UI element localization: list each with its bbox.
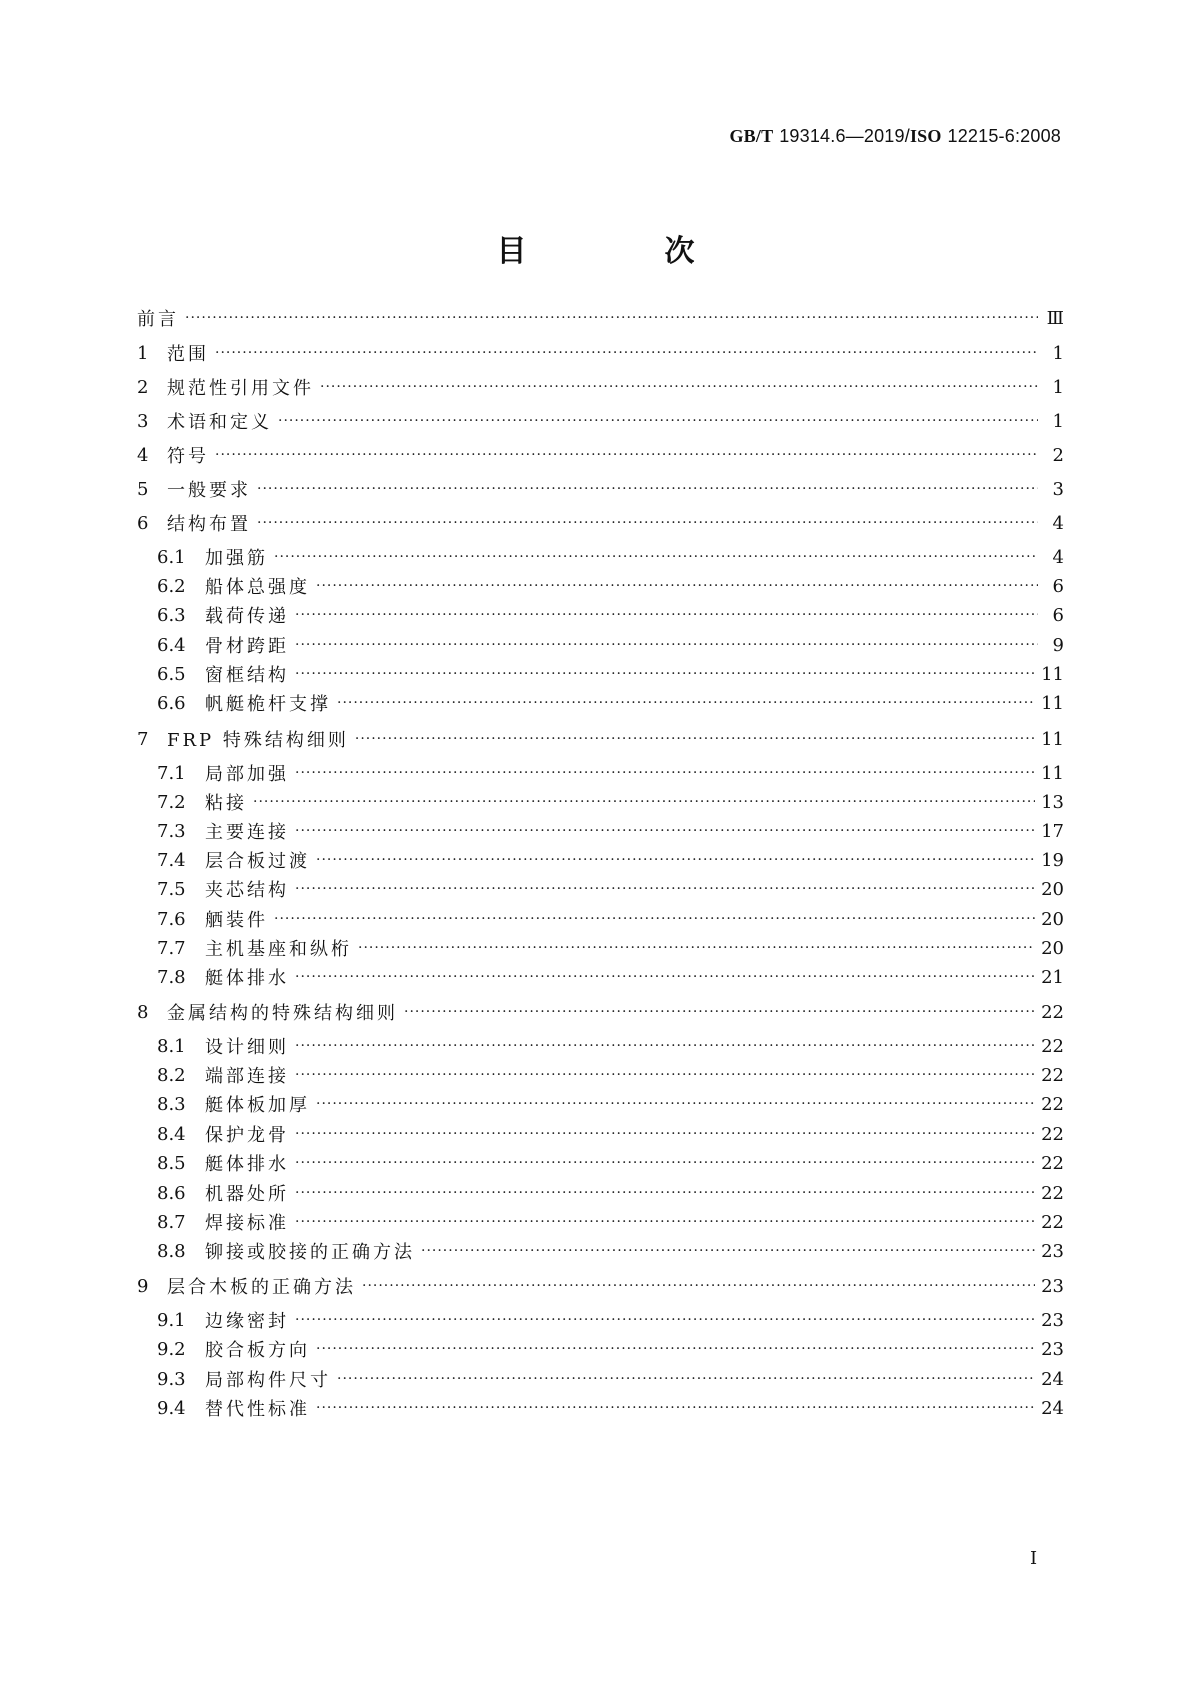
toc-entry-page: 2 (1052, 444, 1064, 466)
toc-entry[interactable] (157, 935, 1064, 961)
toc-leader-dots (295, 876, 1035, 902)
toc-entry-number: 7.5 (157, 878, 186, 900)
toc-entry[interactable] (157, 847, 1064, 873)
toc-leader-dots (295, 1307, 1035, 1333)
iso-number: 12215-6:2008 (947, 126, 1061, 146)
toc-entry-page: 22 (1041, 1182, 1064, 1204)
toc-entry[interactable] (157, 1395, 1064, 1421)
toc-entry-label: 替代性标准 (205, 1399, 310, 1420)
toc-leader-dots (278, 408, 1038, 434)
toc-entry-page: 1 (1052, 376, 1064, 398)
toc-leader-dots (295, 1062, 1035, 1088)
toc-entry-label: 帆艇桅杆支撑 (205, 694, 331, 715)
toc-entry-label: 加强筋 (205, 548, 268, 569)
toc-entry-label: 层合木板的正确方法 (167, 1277, 356, 1298)
toc-entry-page: 4 (1052, 512, 1064, 534)
toc-entry-page: 9 (1052, 634, 1064, 656)
toc-entry[interactable] (157, 602, 1064, 628)
toc-entry-page: 23 (1041, 1309, 1064, 1331)
toc-leader-dots (358, 935, 1035, 961)
toc-entry-label: FRP 特殊结构细则 (167, 730, 349, 751)
toc-entry-page: 22 (1041, 1035, 1064, 1057)
toc-entry-page: 22 (1041, 1001, 1064, 1023)
toc-entry-number: 6 (137, 512, 149, 534)
toc-entry-number: 7.1 (157, 762, 186, 784)
toc-entry-label: 符号 (167, 446, 209, 467)
toc-entry-label: 舾装件 (205, 910, 268, 931)
toc-leader-dots (257, 510, 1038, 536)
toc-entry-label: 金属结构的特殊结构细则 (167, 1003, 398, 1024)
toc-entry-label: 前言 (137, 309, 179, 330)
toc-entry-number: 6.2 (157, 575, 186, 597)
toc-entry[interactable] (157, 573, 1064, 599)
toc-leader-dots (295, 1033, 1035, 1059)
toc-entry-page: 24 (1041, 1397, 1064, 1419)
gb-prefix: GB/T (729, 126, 774, 146)
toc-entry[interactable] (137, 442, 1064, 468)
toc-entry[interactable] (157, 1238, 1064, 1264)
toc-entry-number: 9.2 (157, 1338, 186, 1360)
toc-leader-dots (355, 726, 1035, 752)
toc-entry[interactable] (157, 1209, 1064, 1235)
toc-entry[interactable] (137, 340, 1064, 366)
iso-prefix: ISO (909, 126, 942, 146)
gb-number: 19314.6—2019/ (779, 126, 910, 146)
toc-leader-dots (404, 999, 1035, 1025)
toc-entry-number: 3 (137, 410, 149, 432)
toc-entry-number: 7.4 (157, 849, 186, 871)
toc-entry[interactable] (157, 1150, 1064, 1176)
toc-entry-label: 设计细则 (205, 1037, 289, 1058)
toc-leader-dots (295, 1209, 1035, 1235)
toc-entry-number: 9.4 (157, 1397, 186, 1419)
toc-entry[interactable] (157, 1033, 1064, 1059)
toc-entry-label: 窗框结构 (205, 665, 289, 686)
toc-entry-page: 11 (1041, 728, 1064, 750)
toc-entry[interactable] (157, 1366, 1064, 1392)
toc-entry-label: 保护龙骨 (205, 1125, 289, 1146)
toc-entry[interactable] (137, 305, 1064, 331)
toc-leader-dots (316, 1336, 1035, 1362)
toc-entry-label: 主机基座和纵桁 (205, 939, 352, 960)
toc-entry-label: 艇体板加厚 (205, 1095, 310, 1116)
toc-entry-number: 7.8 (157, 966, 186, 988)
toc-leader-dots (257, 476, 1038, 502)
toc-entry-label: 层合板过渡 (205, 851, 310, 872)
page-number: I (1030, 1548, 1038, 1569)
toc-leader-dots (215, 442, 1038, 468)
toc-entry-page: 6 (1052, 575, 1064, 597)
toc-entry[interactable] (157, 760, 1064, 786)
toc-entry-label: 范围 (167, 344, 209, 365)
toc-entry-label: 机器处所 (205, 1184, 289, 1205)
toc-entry-number: 7 (137, 728, 149, 750)
toc-entry-page: 1 (1052, 342, 1064, 364)
toc-entry-page: 13 (1041, 791, 1064, 813)
toc-entry-page: 23 (1041, 1240, 1064, 1262)
toc-leader-dots (215, 340, 1038, 366)
toc-entry-number: 8.8 (157, 1240, 186, 1262)
toc-entry-page: 3 (1052, 478, 1064, 500)
toc-leader-dots (274, 544, 1038, 570)
toc-entry[interactable] (157, 1062, 1064, 1088)
toc-entry-number: 7.6 (157, 908, 186, 930)
toc-entry-page: 6 (1052, 604, 1064, 626)
toc-entry[interactable] (157, 964, 1064, 990)
toc-entry-label: 局部加强 (205, 764, 289, 785)
toc-entry-number: 2 (137, 376, 149, 398)
toc-entry-page: 4 (1052, 546, 1064, 568)
toc-entry-number: 8.1 (157, 1035, 186, 1057)
toc-leader-dots (295, 602, 1038, 628)
toc-entry-page: 22 (1041, 1211, 1064, 1233)
toc-entry-page: 1 (1052, 410, 1064, 432)
toc-entry[interactable] (157, 1336, 1064, 1362)
toc-entry-page: 22 (1041, 1152, 1064, 1174)
toc-entry-label: 铆接或胶接的正确方法 (205, 1242, 415, 1263)
toc-entry-page: 23 (1041, 1275, 1064, 1297)
toc-entry-number: 6.5 (157, 663, 186, 685)
toc-leader-dots (295, 1121, 1035, 1147)
toc-entry-page: 20 (1041, 937, 1064, 959)
toc-entry-label: 边缘密封 (205, 1311, 289, 1332)
toc-leader-dots (295, 1180, 1035, 1206)
toc-entry-number: 1 (137, 342, 149, 364)
toc-leader-dots (295, 1150, 1035, 1176)
toc-entry-page: 22 (1041, 1064, 1064, 1086)
toc-entry-label: 焊接标准 (205, 1213, 289, 1234)
toc-entry-number: 8.3 (157, 1093, 186, 1115)
toc-entry[interactable] (137, 374, 1064, 400)
toc-entry-page: 11 (1041, 663, 1064, 685)
toc-entry-number: 6.6 (157, 692, 186, 714)
toc-entry-label: 夹芯结构 (205, 880, 289, 901)
toc-entry[interactable] (137, 726, 1064, 752)
toc-entry[interactable] (157, 818, 1064, 844)
toc-entry-label: 骨材跨距 (205, 636, 289, 657)
toc-entry[interactable] (157, 544, 1064, 570)
toc-entry-number: 8.7 (157, 1211, 186, 1233)
toc-entry-number: 7.2 (157, 791, 186, 813)
toc-entry-number: 8.5 (157, 1152, 186, 1174)
toc-entry-page: 22 (1041, 1123, 1064, 1145)
toc-entry[interactable] (157, 1121, 1064, 1147)
toc-entry[interactable] (137, 408, 1064, 434)
toc-leader-dots (320, 374, 1038, 400)
toc-leader-dots (253, 789, 1035, 815)
toc-entry-label: 术语和定义 (167, 412, 272, 433)
toc-entry-page: 22 (1041, 1093, 1064, 1115)
toc-entry-number: 8.6 (157, 1182, 186, 1204)
toc-entry-number: 6.1 (157, 546, 186, 568)
toc-entry-page: 11 (1041, 762, 1064, 784)
toc-entry[interactable] (157, 661, 1064, 687)
toc-leader-dots (316, 573, 1038, 599)
toc-entry-number: 6.3 (157, 604, 186, 626)
toc-entry[interactable] (137, 999, 1064, 1025)
toc-leader-dots (295, 760, 1035, 786)
toc-entry[interactable] (157, 1307, 1064, 1333)
toc-entry[interactable] (157, 1180, 1064, 1206)
toc-entry[interactable] (137, 1273, 1064, 1299)
toc-leader-dots (295, 964, 1035, 990)
toc-entry-number: 8.2 (157, 1064, 186, 1086)
toc-leader-dots (295, 818, 1035, 844)
toc-entry-label: 艇体排水 (205, 968, 289, 989)
toc-leader-dots (337, 690, 1035, 716)
toc-entry-label: 规范性引用文件 (167, 378, 314, 399)
toc-entry-number: 6.4 (157, 634, 186, 656)
toc-leader-dots (362, 1273, 1035, 1299)
toc-entry[interactable] (157, 789, 1064, 815)
toc-entry[interactable] (157, 690, 1064, 716)
toc-entry-label: 船体总强度 (205, 577, 310, 598)
toc-entry[interactable] (157, 876, 1064, 902)
toc-entry-label: 端部连接 (205, 1066, 289, 1087)
toc-entry-label: 载荷传递 (205, 606, 289, 627)
toc-entry-label: 粘接 (205, 793, 247, 814)
toc-entry-page: 23 (1041, 1338, 1064, 1360)
toc-entry-page: 21 (1041, 966, 1064, 988)
toc-entry-number: 9 (137, 1275, 149, 1297)
toc-entry-page: 20 (1041, 878, 1064, 900)
toc-entry-number: 5 (137, 478, 149, 500)
toc-entry-number: 8 (137, 1001, 149, 1023)
toc-leader-dots (421, 1238, 1035, 1264)
toc-entry-page: 20 (1041, 908, 1064, 930)
toc-entry[interactable] (157, 1091, 1064, 1117)
toc-entry-label: 结构布置 (167, 514, 251, 535)
toc-entry-page: 19 (1041, 849, 1064, 871)
toc-leader-dots (316, 847, 1035, 873)
page-title: 目 次 (496, 234, 749, 269)
toc-leader-dots (337, 1366, 1035, 1392)
toc-entry-number: 8.4 (157, 1123, 186, 1145)
toc-entry-number: 7.3 (157, 820, 186, 842)
toc-entry-number: 9.1 (157, 1309, 186, 1331)
toc-entry[interactable] (137, 476, 1064, 502)
toc-entry-number: 9.3 (157, 1368, 186, 1390)
toc-entry-number: 4 (137, 444, 149, 466)
toc-entry[interactable] (137, 510, 1064, 536)
toc-entry-page: 24 (1041, 1368, 1064, 1390)
toc-leader-dots (295, 632, 1038, 658)
toc-entry-label: 一般要求 (167, 480, 251, 501)
toc-entry-label: 胶合板方向 (205, 1340, 310, 1361)
toc-entry-label: 艇体排水 (205, 1154, 289, 1175)
toc-leader-dots (316, 1395, 1035, 1421)
toc-entry-page: Ⅲ (1046, 307, 1064, 329)
toc-leader-dots (316, 1091, 1035, 1117)
toc-leader-dots (274, 906, 1035, 932)
toc-leader-dots (185, 305, 1038, 331)
toc-entry[interactable] (157, 632, 1064, 658)
toc-entry-number: 7.7 (157, 937, 186, 959)
toc-entry[interactable] (157, 906, 1064, 932)
toc-entry-label: 主要连接 (205, 822, 289, 843)
toc-entry-page: 17 (1041, 820, 1064, 842)
toc-entry-page: 11 (1041, 692, 1064, 714)
toc-leader-dots (295, 661, 1035, 687)
toc-entry-label: 局部构件尺寸 (205, 1370, 331, 1391)
